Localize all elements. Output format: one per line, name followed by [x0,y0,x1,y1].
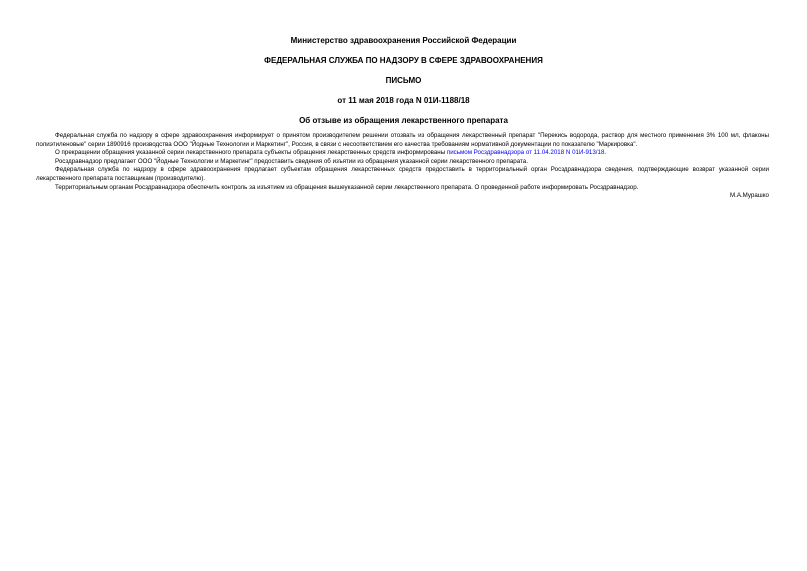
paragraph-text: О прекращении обращения указанной серии лекарственного препарата субъекты обращения лекарственных средств информированы [55,149,447,157]
service-heading: ФЕДЕРАЛЬНАЯ СЛУЖБА ПО НАДЗОРУ В СФЕРЕ ЗДРАВООХРАНЕНИЯ [264,56,543,65]
paragraph-recall-notice: Федеральная служба по надзору в сфере здравоохранения информирует о принятом производителем решении отозвать из обращения лекарственный препарат "Перекись водорода, раствор для местного применения 3% 100 мл, флаконы полиэтиленовые" серии 1890916 производства ООО "Йодные Технологии и Маркетинг", Россия, в связи с несоответствием его качества требованиям нормативной документации по показателю "Маркировка". [36,132,769,148]
paragraph-circulation-stop [36,149,769,158]
paragraph-territorial-control: Территориальным органам Росздравнадзора обеспечить контроль за изъятием из обращения вышеуказанной серии лекарственного препарата. О проведенной работе информировать Росздравнадзор. [55,183,639,191]
referenced-letter-link[interactable]: письмом Росздравнадзора от 11.04.2018 N 01И-913/18 [446,149,605,157]
signature: М.А.Мурашко [729,192,769,200]
document-type-heading: ПИСЬМО [385,76,422,85]
paragraph-text-end: . [604,149,607,157]
paragraph-subjects-request: Федеральная служба по надзору в сфере здравоохранения предлагает субъектам обращения лекарственных средств предоставить в территориальный орган Росздравнадзора сведения, подтверждающие возврат указанной серии лекарственного препарата поставщикам (производителю). [36,166,769,182]
subject-heading: Об отзыве из обращения лекарственного препарата [299,116,508,125]
paragraph-manufacturer-request: Росздравнадзор предлагает ООО "Йодные Технологии и Маркетинг" предоставить сведения об изъятии из обращения указанной серии лекарственного препарата. [55,157,528,165]
date-number-heading: от 11 мая 2018 года N 01И-1188/18 [337,96,470,105]
letter-body [36,132,769,201]
ministry-heading: Министерство здравоохранения Российской Федерации [290,36,517,45]
